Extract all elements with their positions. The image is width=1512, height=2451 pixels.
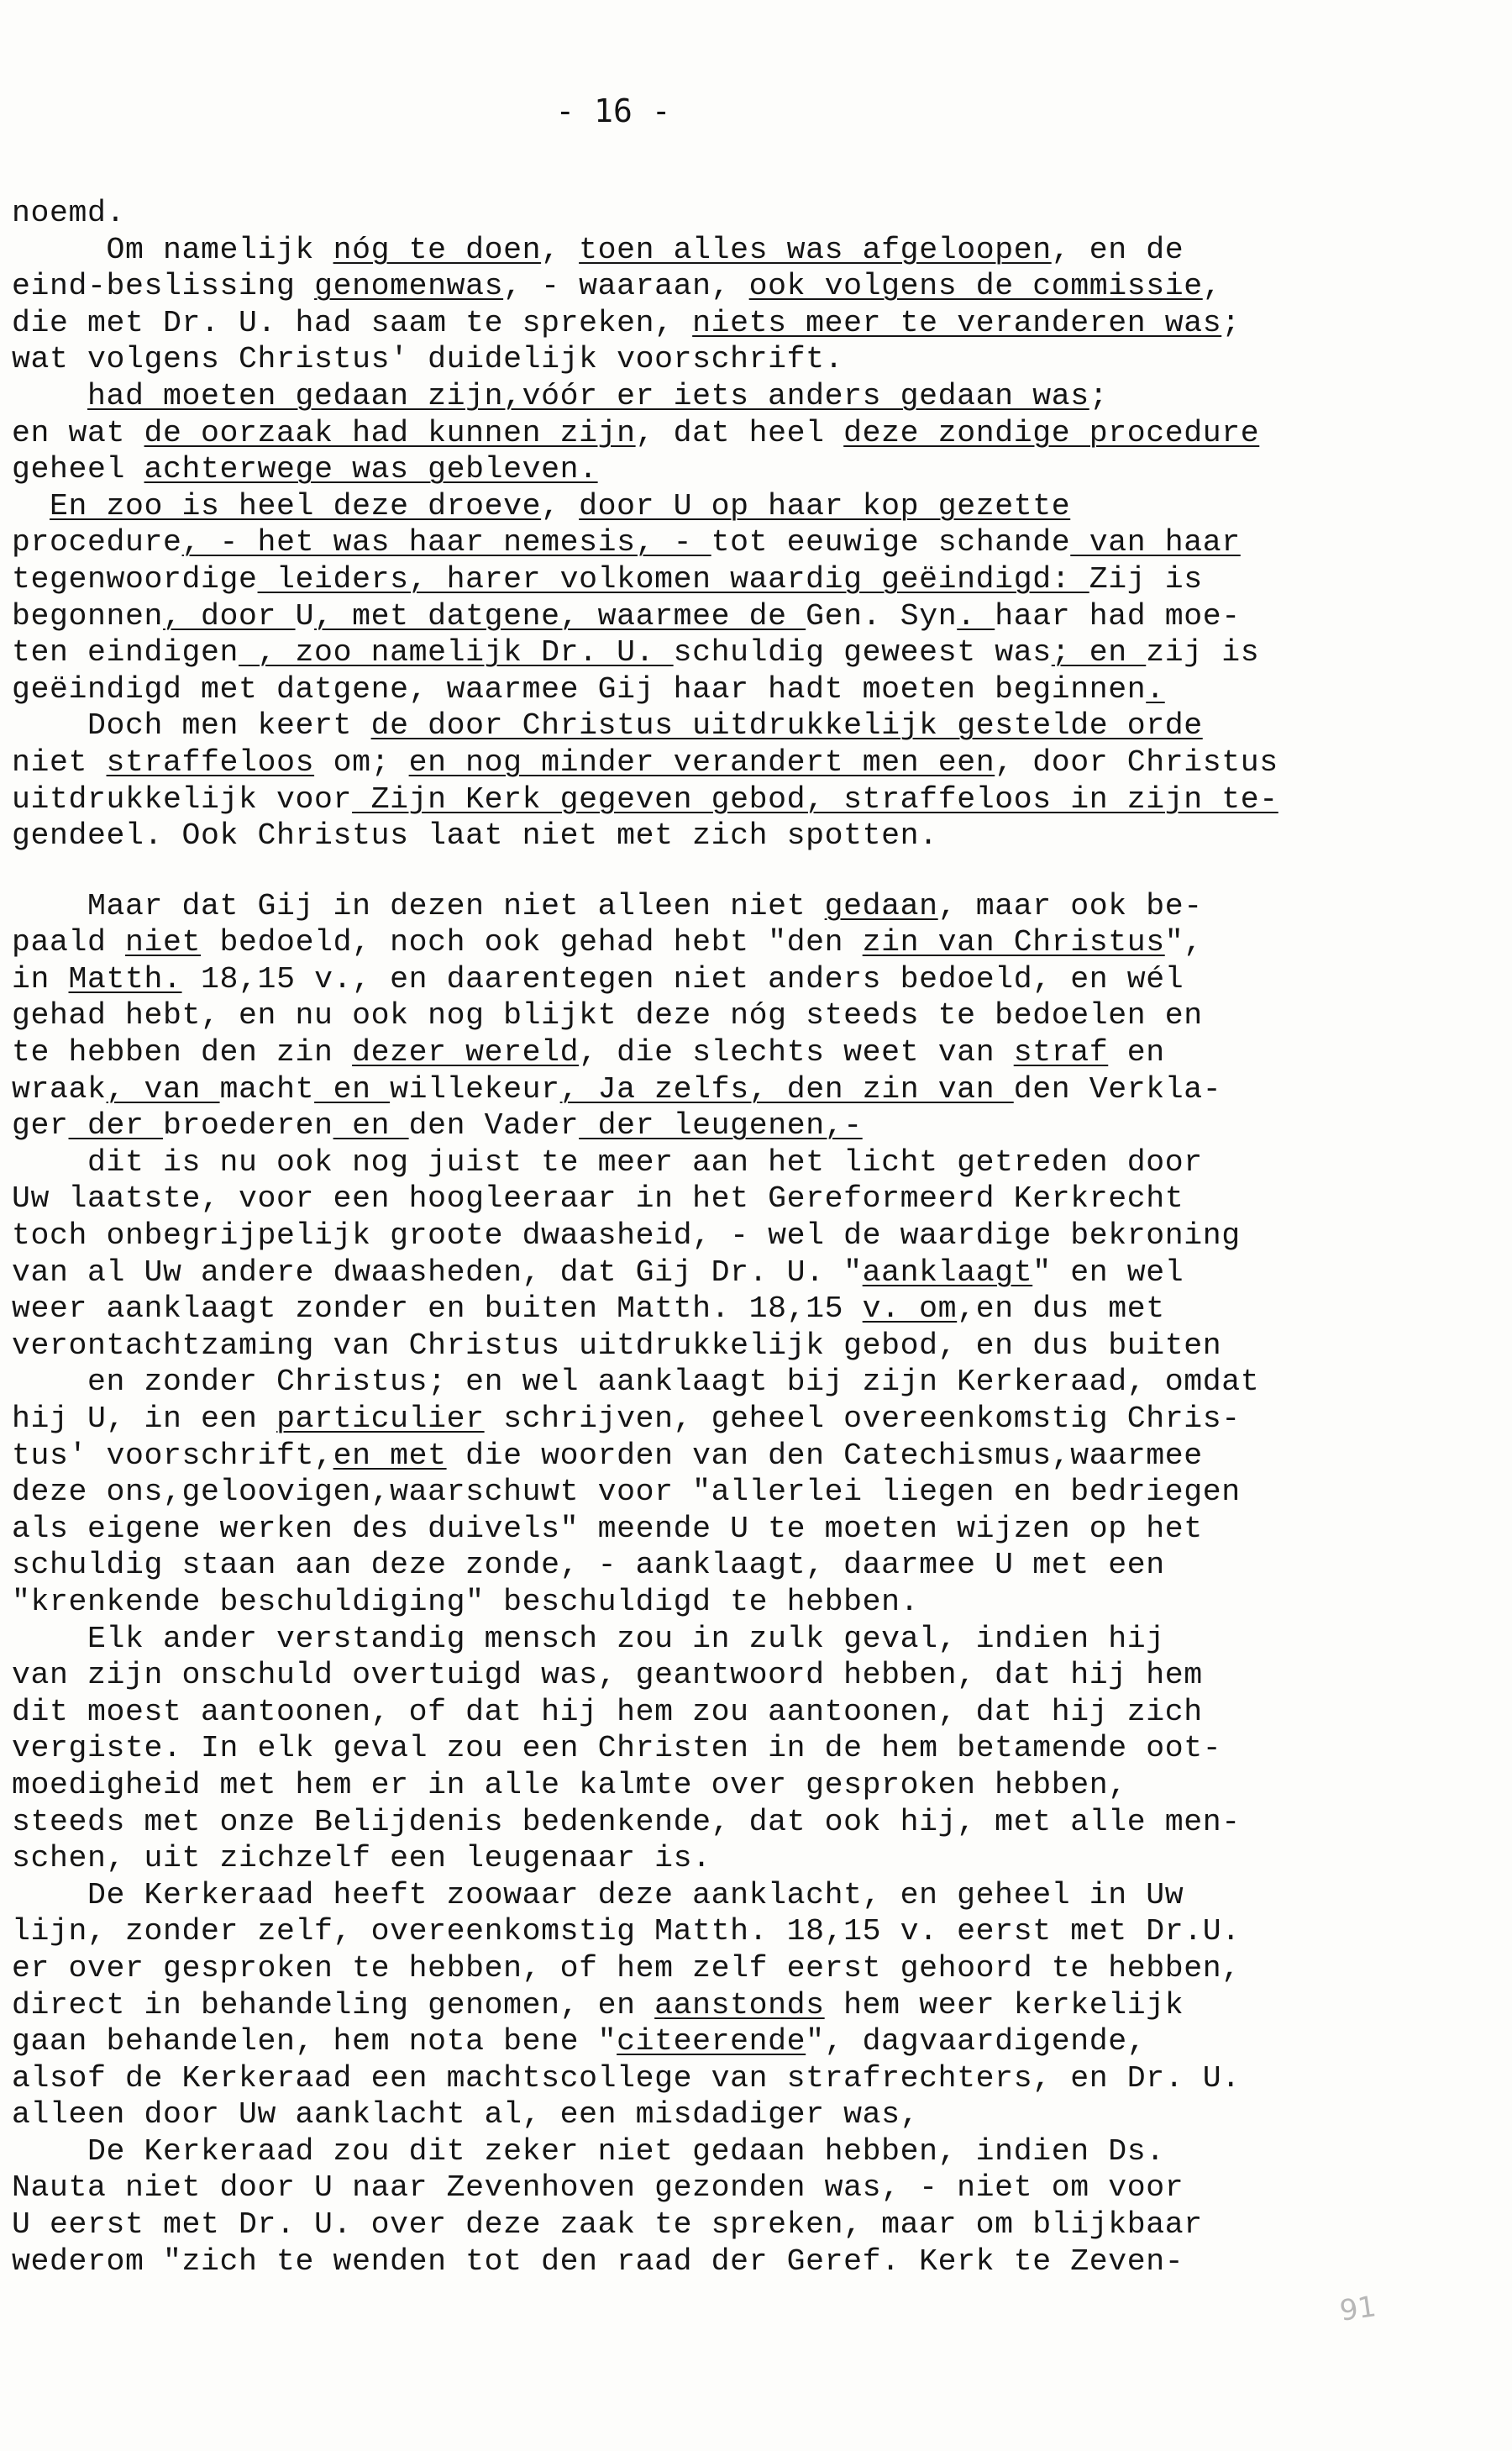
line-text: alleen door Uw aanklacht al, een misdadiger was, (12, 2097, 920, 2133)
line-text: gehad hebt, en nu ook nog blijkt deze nóg steeds te bedoelen en (12, 998, 1203, 1034)
underlined-text: de door Christus uitdrukkelijk gestelde orde (370, 708, 1203, 744)
text-line (12, 2133, 1504, 2170)
text-line (12, 1511, 1504, 1548)
line-text: ", (1164, 925, 1203, 960)
line-text: en wat (12, 415, 144, 450)
line-text: hem weer kerkelijk (824, 1987, 1184, 2022)
text-line (12, 1877, 1504, 1914)
line-text: lijn, zonder zelf, overeenkomstig Matth. 18,15 v. eerst met Dr.U. (12, 1914, 1241, 1949)
text-line (12, 1584, 1504, 1621)
line-text: toch onbegrijpelijk groote dwaasheid, - wel de waardige bekroning (12, 1218, 1241, 1254)
line-text: geëindigd met datgene, waarmee Gij haar hadt moeten beginnen (12, 671, 1147, 707)
line-text: U eerst met Dr. U. over deze zaak te spreken, maar om blijkbaar (12, 2207, 1203, 2243)
text-line (12, 341, 1504, 378)
line-text: van al Uw andere dwaasheden, dat Gij Dr. U. " (12, 1254, 863, 1290)
line-text: wraak (12, 1071, 107, 1107)
line-text: , (1202, 269, 1222, 304)
line-text (12, 489, 50, 523)
text-line (12, 2096, 1504, 2133)
underlined-text: particulier (276, 1402, 485, 1436)
text-line (12, 1804, 1504, 1841)
underlined-text: aanstonds (654, 1987, 825, 2022)
text-line (12, 1438, 1504, 1475)
underlined-text: der leugenen,- (579, 1108, 863, 1144)
text-line (12, 671, 1504, 708)
underlined-text: Matth. (68, 961, 182, 997)
line-text: haar had moe- (995, 598, 1241, 634)
line-text: hij U, in een (12, 1402, 277, 1436)
text-line (12, 1621, 1504, 1658)
underlined-text: achterwege was gebleven. (144, 452, 598, 487)
page-number: - 16 - (555, 92, 671, 129)
line-text: broederen (163, 1108, 333, 1144)
text-line (12, 2206, 1504, 2243)
text-line (12, 707, 1504, 744)
line-text: "krenkende beschuldiging" beschuldigd te hebben. (12, 1584, 920, 1619)
line-text: schuldig staan aan deze zonde, - aanklaagt, daarmee U met een (12, 1548, 1165, 1583)
underlined-text: de oorzaak had kunnen zijn (144, 415, 636, 450)
underlined-text: dezer wereld (352, 1035, 580, 1070)
line-text: Zij is (1089, 561, 1203, 597)
underlined-text: deze zondige procedure (843, 415, 1260, 450)
line-text: verontachtzaming van Christus uitdrukkelijk gebod, en dus buiten (12, 1328, 1222, 1363)
underlined-text: , Ja zelfs, den zin van (559, 1071, 1014, 1107)
text-line (12, 1474, 1504, 1511)
line-text: zij is (1146, 635, 1260, 671)
underlined-text: en (314, 1071, 391, 1107)
line-text: " en wel (1032, 1254, 1184, 1290)
line-text: , door Christus (995, 744, 1278, 780)
text-line (12, 1657, 1504, 1694)
text-line (12, 268, 1504, 305)
line-text: den Verkla- (1013, 1071, 1222, 1107)
text-line (12, 1328, 1504, 1365)
text-line (12, 1218, 1504, 1254)
line-text: bedoeld, noch ook gehad hebt "den (201, 925, 863, 960)
line-text: wat volgens Christus' duidelijk voorschrift. (12, 342, 844, 377)
line-text: noemd. (12, 196, 126, 230)
line-text: Om namelijk (12, 232, 333, 267)
text-line (12, 195, 1504, 232)
line-text: Gen. Syn (806, 598, 958, 634)
line-text: 18,15 v., en daarentegen niet anders bedoeld, en wél (181, 961, 1184, 997)
line-text: , die slechts weet van (579, 1035, 1014, 1070)
line-text: alsof de Kerkeraad een machtscollege van strafrechters, en Dr. U. (12, 2060, 1241, 2096)
line-text: direct in behandeling genomen, en (12, 1987, 655, 2022)
underlined-text: nóg te doen (333, 232, 542, 267)
underlined-text: , door (163, 598, 296, 634)
line-text: weer aanklaagt zonder en buiten Matth. 18,15 (12, 1291, 863, 1327)
text-line (12, 1767, 1504, 1804)
text-line (12, 488, 1504, 525)
body-text (12, 195, 1504, 2280)
underlined-text: van haar (1070, 525, 1241, 560)
text-line (12, 1730, 1504, 1767)
underlined-text: v. om (862, 1291, 958, 1327)
line-text (12, 379, 87, 413)
line-text: Elk ander verstandig mensch zou in zulk geval, indien hij (12, 1621, 1165, 1656)
line-text: den Vader (408, 1108, 580, 1144)
line-text: deze ons,geloovigen,waarschuwt voor "allerlei liegen en bedriegen (12, 1475, 1241, 1510)
line-text: om; (314, 744, 409, 780)
line-text: schrijven, geheel overeenkomstig Chris- (484, 1402, 1241, 1436)
text-line (12, 2023, 1504, 2060)
line-text: Nauta niet door U naar Zevenhoven gezonden was, - niet om voor (12, 2170, 1184, 2206)
text-line (12, 2060, 1504, 2097)
line-text: wederom "zich te wenden tot den raad der Geref. Kerk te Zeven- (12, 2243, 1184, 2279)
line-text: en zonder Christus; en wel aanklaagt bij zijn Kerkeraad, omdat (12, 1365, 1260, 1400)
underlined-text: toen alles was afgeloopen (579, 232, 1052, 267)
underlined-text: had moeten gedaan zijn,vóór er iets anders gedaan was (87, 378, 1089, 413)
paragraph-gap (12, 855, 1504, 888)
text-line (12, 744, 1504, 781)
line-text: macht (219, 1071, 315, 1107)
text-line (12, 1987, 1504, 2024)
text-line (12, 1034, 1504, 1071)
line-text: ", dagvaardigende, (806, 2024, 1147, 2059)
line-text: steeds met onze Belijdenis bedenkende, dat ook hij, met alle men- (12, 1804, 1241, 1839)
text-line (12, 1364, 1504, 1401)
text-line (12, 378, 1504, 415)
line-text: dit moest aantoonen, of dat hij hem zou aantoonen, dat hij zich (12, 1694, 1203, 1729)
line-text: De Kerkeraad zou dit zeker niet gedaan hebben, indien Ds. (12, 2133, 1165, 2169)
underlined-text: gedaan (824, 888, 938, 923)
underlined-text: Zijn Kerk gegeven gebod, straffeloos in zijn te- (352, 781, 1278, 817)
line-text: ; (1089, 378, 1109, 413)
text-line (12, 1254, 1504, 1291)
text-line (12, 1950, 1504, 1987)
text-line (12, 1401, 1504, 1438)
line-text: vergiste. In elk geval zou een Christen in de hem betamende oot- (12, 1731, 1222, 1766)
underlined-text: aanklaagt (862, 1254, 1033, 1290)
line-text: , maar ook be- (937, 888, 1203, 923)
line-text: begonnen (12, 598, 164, 634)
underlined-text: citeerende (617, 2024, 806, 2059)
text-line (12, 961, 1504, 998)
line-text: geheel (12, 452, 144, 487)
line-text: uitdrukkelijk voor (12, 781, 353, 817)
text-line (12, 1071, 1504, 1108)
line-text: gendeel. Ook Christus laat niet met zich spotten. (12, 818, 938, 854)
line-text: willekeur (390, 1071, 560, 1107)
text-line (12, 1694, 1504, 1731)
text-line (12, 924, 1504, 961)
underlined-text: en nog minder verandert men een (408, 744, 995, 780)
line-text: die met Dr. U. had saam te spreken, (12, 305, 693, 340)
underlined-text: straffeloos (106, 744, 315, 780)
text-line (12, 1291, 1504, 1328)
text-line (12, 1547, 1504, 1584)
line-text: ; (1221, 305, 1241, 340)
underlined-text: , met datgene, waarmee de (314, 598, 806, 634)
line-text: gaan behandelen, hem nota bene " (12, 2024, 617, 2059)
text-line (12, 2243, 1504, 2280)
text-line (12, 524, 1504, 561)
underlined-text: niet (125, 925, 202, 960)
line-text: , en de (1051, 232, 1184, 267)
text-line (12, 1913, 1504, 1950)
text-line (12, 1144, 1504, 1181)
line-text: ten eindigen (12, 635, 239, 671)
text-line (12, 232, 1504, 269)
underlined-text: . (957, 598, 995, 634)
text-line (12, 781, 1504, 818)
line-text: , - waaraan, (503, 269, 749, 304)
underlined-text: en (333, 1108, 409, 1144)
text-line (12, 598, 1504, 635)
underlined-text: En zoo is heel deze droeve (50, 488, 542, 523)
line-text: Uw laatste, voor een hoogleeraar in het Gereformeerd Kerkrecht (12, 1181, 1184, 1217)
line-text: niet (12, 744, 107, 780)
underlined-text: , - het was haar nemesis, - (181, 525, 711, 560)
line-text: Doch men keert (12, 708, 371, 744)
text-line (12, 818, 1504, 855)
line-text: ger (12, 1108, 69, 1144)
line-text: Maar dat Gij in dezen niet alleen niet (12, 888, 825, 923)
line-text: , (541, 488, 580, 523)
line-text: De Kerkeraad heeft zoowaar deze aanklacht, en geheel in Uw (12, 1877, 1184, 1912)
line-text: te hebben den zin (12, 1035, 353, 1070)
line-text: eind-beslissing (12, 269, 315, 304)
line-text: schuldig geweest was (673, 635, 1052, 671)
line-text: tot eeuwige schande (711, 525, 1071, 560)
text-line (12, 1181, 1504, 1218)
line-text: die woorden van den Catechismus,waarmee (446, 1438, 1203, 1473)
underlined-text: straf (1013, 1035, 1109, 1070)
underlined-text: ook volgens de commissie (748, 269, 1203, 304)
text-line (12, 2170, 1504, 2206)
line-text: ,en dus met (957, 1291, 1165, 1327)
underlined-text: niets meer te veranderen was (692, 305, 1222, 340)
underlined-text: zin van Christus (862, 925, 1165, 960)
underlined-text: ; en (1051, 635, 1147, 671)
underlined-text: en met (333, 1438, 447, 1473)
line-text: moedigheid met hem er in alle kalmte over gesproken hebben, (12, 1767, 1127, 1802)
line-text: paald (12, 925, 126, 960)
line-text: procedure (12, 525, 182, 560)
text-line (12, 997, 1504, 1034)
text-line (12, 1840, 1504, 1877)
line-text: tegenwoordige (12, 561, 258, 597)
text-line (12, 415, 1504, 452)
line-text: , dat heel (635, 415, 844, 450)
line-text: dit is nu ook nog juist te meer aan het licht getreden door (12, 1144, 1203, 1180)
underlined-text: leiders, harer volkomen waardig geëindigd: (257, 561, 1089, 597)
underlined-text: der (68, 1108, 164, 1144)
text-line (12, 1107, 1504, 1144)
text-line (12, 888, 1504, 925)
line-text: schen, uit zichzelf een leugenaar is. (12, 1841, 711, 1876)
underlined-text: . (1146, 671, 1165, 707)
line-text: in (12, 961, 69, 997)
line-text: U (295, 598, 315, 634)
underlined-text: genomenwas (314, 269, 504, 304)
line-text: als eigene werken des duivels" meende U te moeten wijzen op het (12, 1511, 1203, 1546)
text-line (12, 561, 1504, 598)
line-text: er over gesproken te hebben, of hem zelf eerst gehoord te hebben, (12, 1950, 1241, 1986)
underlined-text: door U op haar kop gezette (579, 488, 1071, 523)
underlined-text: , zoo namelijk Dr. U. (239, 635, 674, 671)
text-line (12, 305, 1504, 342)
line-text: en (1108, 1035, 1165, 1070)
line-text: van zijn onschuld overtuigd was, geantwoord hebben, dat hij hem (12, 1658, 1203, 1693)
line-text: tus' voorschrift, (12, 1438, 333, 1473)
text-line (12, 634, 1504, 671)
line-text: , (541, 232, 580, 267)
underlined-text: , van (106, 1071, 220, 1107)
archive-stamp: 91 (1337, 2290, 1378, 2328)
text-line (12, 451, 1504, 488)
